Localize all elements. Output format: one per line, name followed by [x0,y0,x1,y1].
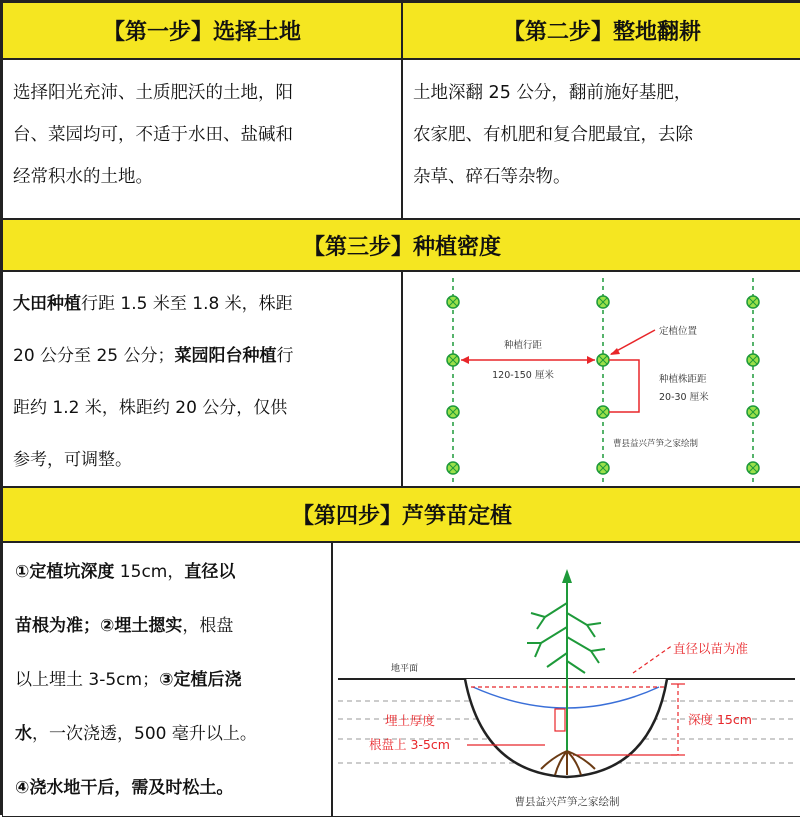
step4-line-4: 水，一次浇透，500 毫升以上。 [15,724,257,744]
step4-line-5: ④浇水地干后，需及时松土。 [15,778,234,798]
step2-text [402,59,800,219]
step3-header: 【第三步】种植密度 [2,219,800,271]
plant-spacing-label: 种植株距距 [659,374,707,385]
step2-line-2: 农家肥、有机肥和复合肥最宜，去除 [413,125,693,145]
planting-density-svg [403,272,800,485]
row-spacing-value: 120-150 厘米 [492,370,554,381]
step2-header: 【第二步】整地翻耕 [402,2,800,59]
step1-line-1: 选择阳光充沛、土质肥沃的土地，阳 [13,83,293,103]
soil-thickness-label: 埋土厚度 [385,713,436,728]
step3-line-2: 20 公分至 25 公分；菜园阳台种植行 [13,346,294,366]
row-spacing-label: 种植行距 [503,340,543,351]
step1-line-2: 台、菜园均可，不适于水田、盐碱和 [13,125,293,145]
step3-text [2,271,402,487]
diagram-credit: 曹县益兴芦笋之家绘制 [613,439,699,449]
step2-line-3: 杂草、碎石等杂物。 [413,167,571,187]
step4-line-2: 苗根为准；②埋土摁实，根盘 [15,616,234,636]
diagram-credit: 曹县益兴芦笋之家绘制 [514,796,620,808]
plant-spacing-value: 20-30 厘米 [659,392,709,403]
planting-density-diagram [402,271,800,487]
diameter-pointer [633,645,673,673]
root-label: 根盘上 3-5cm [369,737,450,752]
depth-label: 深度 15cm [688,712,752,727]
step4-header: 【第四步】芦笋苗定植 [2,487,800,542]
step4-text [2,542,332,817]
transplant-pit-svg [333,543,800,814]
step1-header: 【第一步】选择土地 [2,2,402,59]
diameter-label: 直径以苗为准 [673,641,749,656]
step3-line-4: 参考，可调整。 [13,450,132,470]
plant-position-label: 定植位置 [659,326,698,337]
step4-line-3: 以上埋土 3-5cm；③定植后浇 [15,670,242,690]
step3-line-3: 距约 1.2 米，株距约 20 公分，仅供 [13,398,288,418]
step4-line-1: ①定植坑深度 15cm，直径以 [15,562,236,582]
step1-text [2,59,402,219]
step3-line-1: 大田种植行距 1.5 米至 1.8 米，株距 [13,294,293,314]
step2-line-1: 土地深翻 25 公分，翻前施好基肥， [413,83,692,103]
plant-spacing-bracket [609,360,639,412]
step1-line-3: 经常积水的土地。 [13,167,153,187]
ground-label: 地平面 [391,664,419,674]
transplant-pit-diagram [332,542,800,817]
